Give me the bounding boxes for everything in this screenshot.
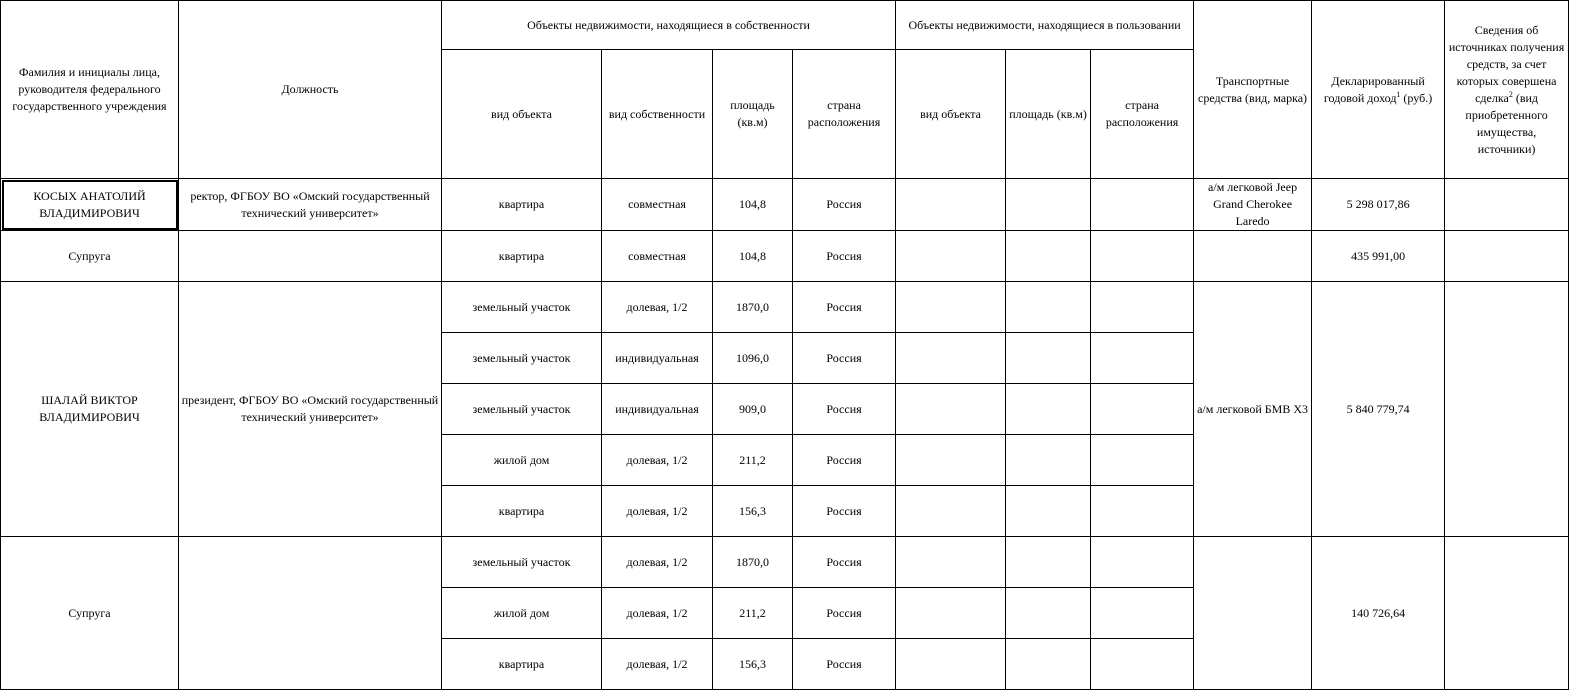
owned-ownership-cell[interactable]: индивидуальная [602, 333, 713, 384]
used-country-cell[interactable] [1091, 639, 1194, 690]
header-sources-label: Сведения об источниках получения средств, за счет которых совершена сделка [1448, 22, 1565, 105]
income-cell[interactable]: 140 726,64 [1312, 537, 1445, 690]
used-type-cell[interactable] [896, 537, 1006, 588]
transport-cell[interactable]: а/м легковой Jeep Grand Cherokee Laredo [1194, 179, 1312, 231]
header-owned-country[interactable]: страна расположения [793, 50, 896, 179]
income-cell[interactable]: 435 991,00 [1312, 231, 1445, 282]
used-area-cell[interactable] [1006, 435, 1091, 486]
header-row-top [1, 1, 1569, 50]
owned-ownership-cell[interactable]: долевая, 1/2 [602, 588, 713, 639]
owned-area-cell[interactable]: 156,3 [713, 486, 793, 537]
owned-ownership-cell[interactable]: долевая, 1/2 [602, 282, 713, 333]
table-row [1, 282, 1569, 333]
header-used-type[interactable]: вид объекта [896, 50, 1006, 179]
table-body [1, 179, 1569, 690]
header-income-unit: (руб.) [1400, 90, 1433, 105]
owned-area-cell[interactable]: 1870,0 [713, 537, 793, 588]
owned-country-cell[interactable]: Россия [793, 179, 896, 231]
used-country-cell[interactable] [1091, 384, 1194, 435]
income-cell[interactable]: 5 840 779,74 [1312, 282, 1445, 537]
owned-country-cell[interactable]: Россия [793, 588, 896, 639]
owned-ownership-cell[interactable]: совместная [602, 231, 713, 282]
used-type-cell[interactable] [896, 179, 1006, 231]
used-country-cell[interactable] [1091, 282, 1194, 333]
sources-cell[interactable] [1445, 231, 1569, 282]
header-owned-ownership[interactable]: вид собственности [602, 50, 713, 179]
header-income[interactable] [1312, 1, 1445, 179]
person-name-cell[interactable]: ШАЛАЙ ВИКТОР ВЛАДИМИРОВИЧ [1, 282, 179, 537]
person-name-cell[interactable]: КОСЫХ АНАТОЛИЙ ВЛАДИМИРОВИЧ [1, 179, 179, 231]
owned-type-cell[interactable]: жилой дом [442, 435, 602, 486]
used-type-cell[interactable] [896, 435, 1006, 486]
header-transport[interactable]: Транспортные средства (вид, марка) [1194, 1, 1312, 179]
owned-area-cell[interactable]: 1096,0 [713, 333, 793, 384]
owned-area-cell[interactable]: 104,8 [713, 179, 793, 231]
used-country-cell[interactable] [1091, 486, 1194, 537]
owned-type-cell[interactable]: квартира [442, 231, 602, 282]
income-cell[interactable]: 5 298 017,86 [1312, 179, 1445, 231]
owned-type-cell[interactable]: квартира [442, 179, 602, 231]
used-type-cell[interactable] [896, 231, 1006, 282]
person-position-cell[interactable] [179, 537, 442, 690]
owned-type-cell[interactable]: квартира [442, 486, 602, 537]
owned-area-cell[interactable]: 211,2 [713, 435, 793, 486]
used-type-cell[interactable] [896, 384, 1006, 435]
header-income-footnote: 1 [1396, 89, 1401, 99]
used-area-cell[interactable] [1006, 639, 1091, 690]
used-area-cell[interactable] [1006, 282, 1091, 333]
table-row [1, 231, 1569, 282]
header-sources-tail: (вид приобретенного имущества, источники) [1465, 90, 1548, 156]
header-used-group-label: Объекты недвижимости, находящиеся в пользовании [908, 17, 1181, 32]
owned-country-cell[interactable]: Россия [793, 384, 896, 435]
header-sources-footnote: 2 [1508, 89, 1513, 99]
used-country-cell[interactable] [1091, 435, 1194, 486]
used-area-cell[interactable] [1006, 179, 1091, 231]
used-area-cell[interactable] [1006, 486, 1091, 537]
owned-country-cell[interactable]: Россия [793, 435, 896, 486]
owned-type-cell[interactable]: жилой дом [442, 588, 602, 639]
used-country-cell[interactable] [1091, 231, 1194, 282]
used-type-cell[interactable] [896, 588, 1006, 639]
header-used-area[interactable]: площадь (кв.м) [1006, 50, 1091, 179]
owned-country-cell[interactable]: Россия [793, 231, 896, 282]
header-position[interactable]: Должность [179, 1, 442, 179]
person-name-cell[interactable]: Супруга [1, 231, 179, 282]
owned-area-cell[interactable]: 1870,0 [713, 282, 793, 333]
owned-area-cell[interactable]: 211,2 [713, 588, 793, 639]
table-row [1, 179, 1569, 231]
owned-type-cell[interactable]: земельный участок [442, 282, 602, 333]
used-type-cell[interactable] [896, 486, 1006, 537]
owned-ownership-cell[interactable]: долевая, 1/2 [602, 486, 713, 537]
transport-cell[interactable] [1194, 537, 1312, 690]
person-position-cell[interactable] [179, 231, 442, 282]
owned-type-cell[interactable]: земельный участок [442, 384, 602, 435]
transport-cell[interactable] [1194, 231, 1312, 282]
owned-country-cell[interactable]: Россия [793, 333, 896, 384]
header-name[interactable]: Фамилия и инициалы лица, руководителя федерального государственного учреждения [1, 1, 179, 179]
owned-ownership-cell[interactable]: долевая, 1/2 [602, 639, 713, 690]
used-country-cell[interactable] [1091, 537, 1194, 588]
owned-country-cell[interactable]: Россия [793, 537, 896, 588]
person-position-cell[interactable]: президент, ФГБОУ ВО «Омский государственный технический университет» [179, 282, 442, 537]
owned-area-cell[interactable]: 156,3 [713, 639, 793, 690]
owned-area-cell[interactable]: 104,8 [713, 231, 793, 282]
owned-country-cell[interactable]: Россия [793, 282, 896, 333]
header-sources[interactable] [1445, 1, 1569, 179]
owned-area-cell[interactable]: 909,0 [713, 384, 793, 435]
used-area-cell[interactable] [1006, 384, 1091, 435]
owned-type-cell[interactable]: земельный участок [442, 333, 602, 384]
used-area-cell[interactable] [1006, 537, 1091, 588]
header-income-label: Декларированный годовой доход [1323, 73, 1425, 105]
owned-ownership-cell[interactable]: совместная [602, 179, 713, 231]
used-country-cell[interactable] [1091, 179, 1194, 231]
used-area-cell[interactable] [1006, 588, 1091, 639]
owned-ownership-cell[interactable]: индивидуальная [602, 384, 713, 435]
sources-cell[interactable] [1445, 282, 1569, 537]
person-position-cell[interactable]: ректор, ФГБОУ ВО «Омский государственный технический университет» [179, 179, 442, 231]
header-owned-area[interactable]: площадь (кв.м) [713, 50, 793, 179]
owned-ownership-cell[interactable]: долевая, 1/2 [602, 537, 713, 588]
sources-cell[interactable] [1445, 179, 1569, 231]
header-used-group[interactable] [896, 1, 1194, 50]
used-country-cell[interactable] [1091, 333, 1194, 384]
used-area-cell[interactable] [1006, 231, 1091, 282]
person-name-cell[interactable]: Супруга [1, 537, 179, 690]
owned-ownership-cell[interactable]: долевая, 1/2 [602, 435, 713, 486]
owned-country-cell[interactable]: Россия [793, 639, 896, 690]
owned-country-cell[interactable]: Россия [793, 486, 896, 537]
sources-cell[interactable] [1445, 537, 1569, 690]
header-owned-type[interactable]: вид объекта [442, 50, 602, 179]
used-type-cell[interactable] [896, 282, 1006, 333]
owned-type-cell[interactable]: квартира [442, 639, 602, 690]
owned-type-cell[interactable]: земельный участок [442, 537, 602, 588]
used-type-cell[interactable] [896, 333, 1006, 384]
used-type-cell[interactable] [896, 639, 1006, 690]
table-row [1, 537, 1569, 588]
header-owned-group-label: Объекты недвижимости, находящиеся в собственности [527, 17, 810, 32]
header-used-country[interactable]: страна расположения [1091, 50, 1194, 179]
transport-cell[interactable]: а/м легковой БМВ Х3 [1194, 282, 1312, 537]
header-owned-group[interactable] [442, 1, 896, 50]
used-area-cell[interactable] [1006, 333, 1091, 384]
used-country-cell[interactable] [1091, 588, 1194, 639]
